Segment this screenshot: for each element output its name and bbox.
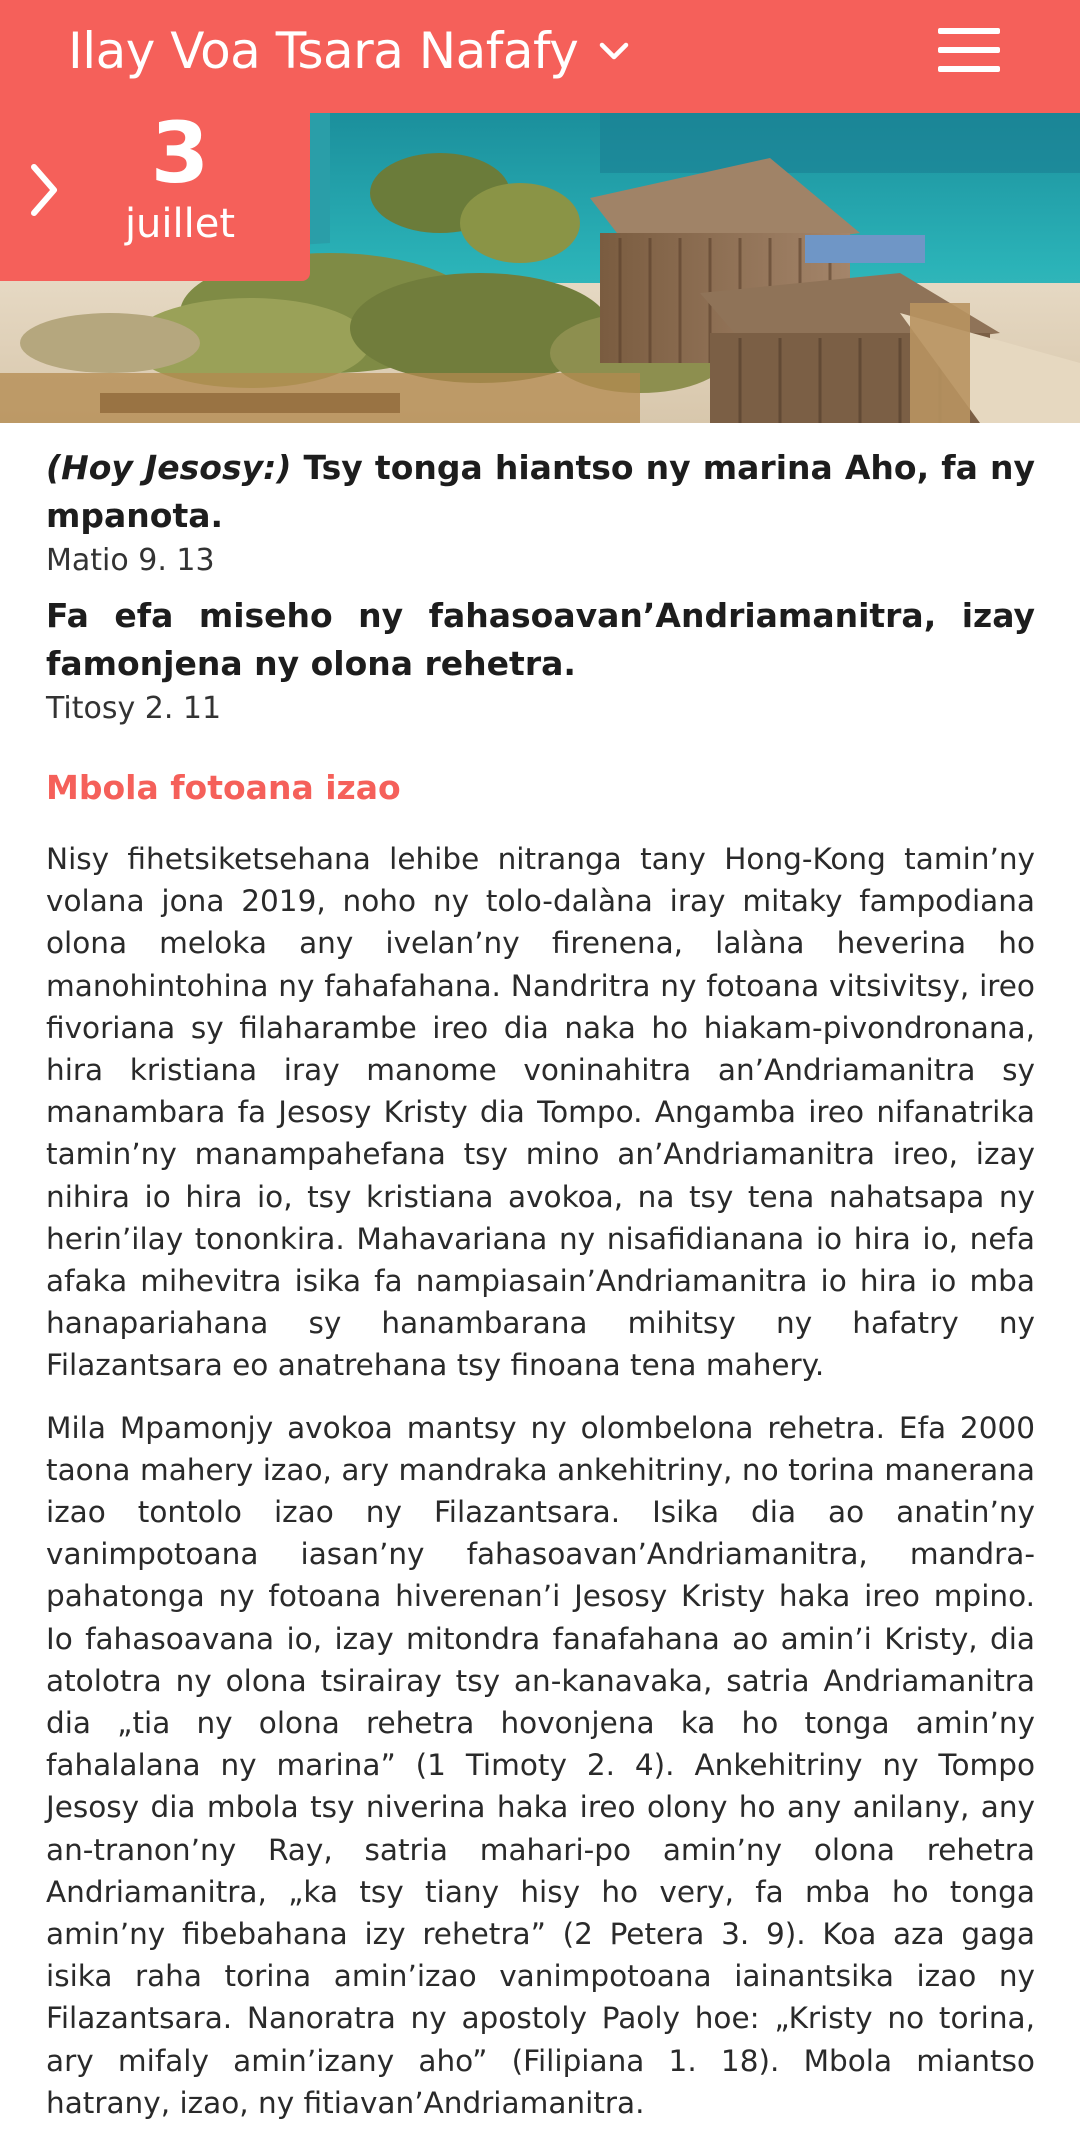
date-day: 3 bbox=[150, 104, 210, 202]
article-title: Mbola fotoana izao bbox=[46, 768, 401, 807]
verse-speaker: (Hoy Jesosy:) bbox=[46, 448, 292, 487]
chevron-right-icon[interactable] bbox=[24, 155, 64, 225]
verse-text: Fa efa miseho ny fahasoavan’Andriamanitra, izay famonjena ny olona rehetra. bbox=[46, 596, 1035, 683]
verse-reference: Titosy 2. 11 bbox=[46, 691, 222, 726]
app-title-selector[interactable] bbox=[68, 16, 632, 86]
date-badge bbox=[0, 104, 310, 281]
app-header bbox=[0, 0, 1080, 113]
verse-body: Tsy tonga hiantso ny marina Aho, fa ny mpanota. bbox=[46, 448, 1035, 535]
date-month: juillet bbox=[124, 201, 236, 247]
app-title: Ilay Voa Tsara Nafafy bbox=[68, 22, 579, 80]
daily-content bbox=[46, 444, 1035, 2144]
chevron-down-icon bbox=[596, 33, 632, 69]
verse-reference: Matio 9. 13 bbox=[46, 543, 215, 578]
article-paragraph: Mila Mpamonjy avokoa mantsy ny olombelona rehetra. Efa 2000 taona mahery izao, ary mandraka ankehitriny, no torina manerana izao tontolo izao ny Filazantsara. Isika dia ao anatin’ny vanimpotoana iasan’ny fahasoavan’Andriamanitra, mandra-pahatonga ny fotoana hiverenan’i Jesosy Kristy haka ireo mpino. Io fahasoavana io, izay mitondra fanafahana ao amin’i Kristy, dia atolotra ny olona tsirairay tsy an-kanavaka, satria Andriamanitra dia „tia ny olona rehetra hovonjena ka ho tonga amin’ny fahalalana ny marina” (1 Timoty 2. 4). Ankehitriny ny Tompo Jesosy dia mbola tsy niverina haka ireo olony ho any anilany, any an-tranon’ny Ray, satria mahari-po amin’ny olona rehetra Andriamanitra, „ka tsy tiany hisy ho very, fa mba ho tonga amin’ny fibebahana izy rehetra” (2 Petera 3. 9). Koa aza gaga isika raha torina amin’izao vanimpotoana iainantsika izao ny Filazantsara. Nanoratra ny apostoly Paoly hoe: „Kristy no torina, ary mifaly amin’izany aho” (Filipiana 1. 18). Mbola miantso hatrany, izao, ny fitiavan’Andriamanitra. bbox=[46, 1410, 1035, 2120]
verse-text bbox=[46, 444, 1035, 540]
hamburger-menu-icon[interactable] bbox=[936, 22, 1002, 78]
article-paragraph: Nisy fihetsiketsehana lehibe nitranga tany Hong-Kong tamin’ny volana jona 2019, noho ny tolo-dalàna iray mitaky fampodiana olona meloka any ivelan’ny firenena, lalàna heverina ho manohintohina ny fahafahana. Nandritra ny fotoana vitsivitsy, ireo fivoriana sy filaharambe ireo dia naka ho hiakam-pivondronana, hira kristiana iray manome voninahitra an’Andriamanitra sy manambara fa Jesosy Kristy dia Tompo. Angamba ireo nifanatrika tamin’ny manampahefana tsy mino an’Andriamanitra ireo, izay nihira io hira io, tsy kristiana avokoa, na tsy tena nahatsapa ny herin’ilay tononkira. Mahavariana ny nisafidianana io hira io, nefa afaka mihevitra isika fa nampiasain’Andriamanitra io hira io mba hanapariahana sy hanambarana mihitsy ny hafatry ny Filazantsara eo anatrehana tsy finoana tena mahery. bbox=[46, 842, 1035, 1383]
